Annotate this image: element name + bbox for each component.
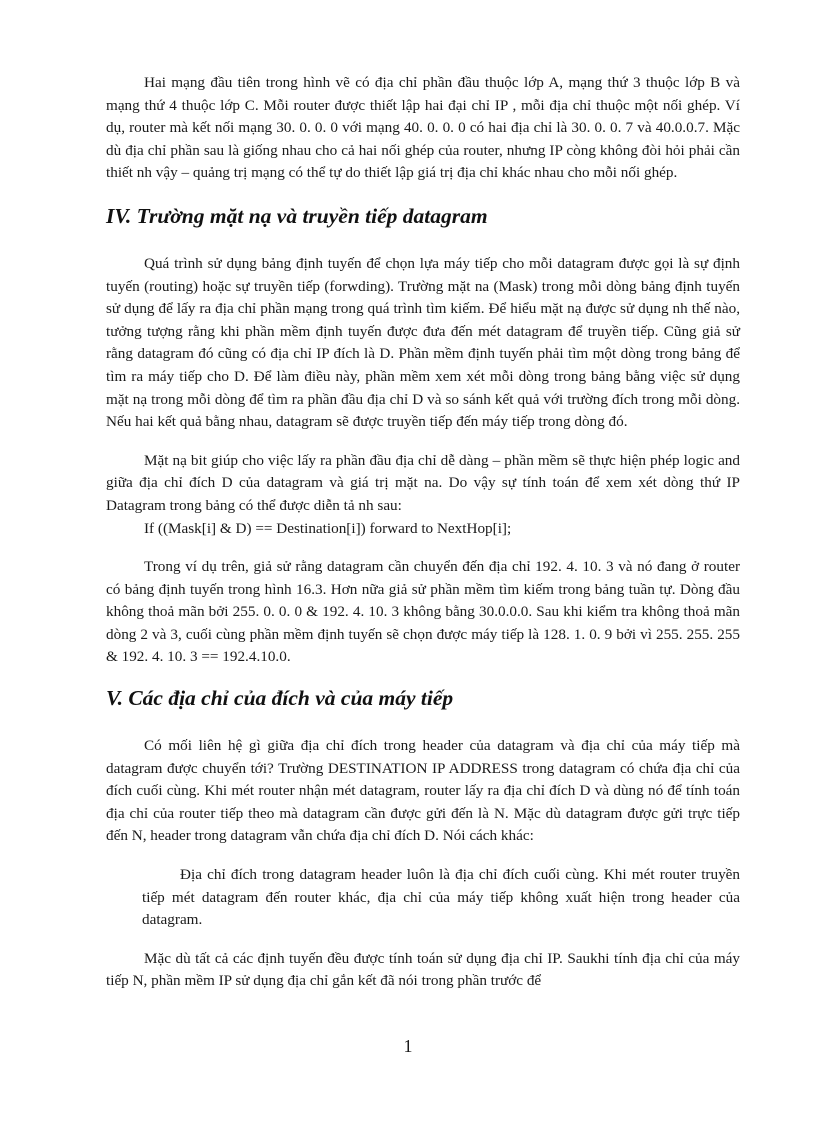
- paragraph-mask-example: Trong ví dụ trên, giả sử rằng datagram cần chuyển đến địa chỉ 192. 4. 10. 3 và nó đang ở router có bảng định tuyến trong hình 16.3. Hơn nữa giả sử phần mềm tìm kiếm trong bảng tuần tự. Dòng đầu không thoả mãn bởi 255. 0. 0. 0 & 192. 4. 10. 3 không bằng 30.0.0.0. Sau khi kiểm tra không thoả mãn dòng 2 và 3, cuối cùng phần mềm định tuyến sẽ chọn được máy tiếp là 128. 1. 0. 9 bởi vì 255. 255. 255 & 192. 4. 10. 3 == 192.4.10.0.: [106, 558, 740, 666]
- paragraph-ip-binding: Mặc dù tất cả các định tuyến đều được tính toán sử dụng địa chỉ IP. Saukhi tính địa chỉ của máy tiếp N, phần mềm IP sử dụng địa chỉ gắn kết đã nói trong phần trước để: [106, 949, 740, 990]
- paragraph-destination-nexthop: Có mối liên hệ gì giữa địa chỉ đích trong header của datagram và địa chỉ của máy tiếp mà datagram được chuyển tới? Trường DESTINATION IP ADDRESS trong datagram có chứa địa chỉ của đích cuối cùng. Khi mét router nhận mét datagram, router lấy ra địa chỉ đích D và dùng nó để tính toán địa chỉ của router tiếp theo mà datagram cần được gửi đến là N. Mặc dù datagram được gửi trực tiếp đến N, header trong datagram vẫn chứa địa chỉ đích D. Nói cách khác:: [106, 737, 740, 845]
- paragraph-intro: Hai mạng đầu tiên trong hình vẽ có địa chỉ phần đầu thuộc lớp A, mạng thứ 3 thuộc lớp B và mạng thứ 4 thuộc lớp C. Mỗi router được thiết lập hai đại chỉ IP , mỗi địa chỉ thuộc một nối ghép. Ví dụ, router mà kết nối mạng 30. 0. 0. 0 với mạng 40. 0. 0. 0 có hai địa chỉ là 30. 0. 0. 7 và 40.0.0.7. Mặc dù địa chỉ phần sau là giống nhau cho cả hai nối ghép của router, nhưng IP còng không đòi hỏi phải cần thiết nh vậy – quảng trị mạng có thể tự do thiết lập giá trị địa chỉ khác nhau cho mỗi nối ghép.: [106, 74, 740, 182]
- document-page: [106, 72, 740, 993]
- quoted-note: Địa chỉ đích trong datagram header luôn là địa chỉ đích cuối cùng. Khi mét router truyền tiếp mét datagram đến router khác, địa chỉ của máy tiếp không xuất hiện trong header của datagram.: [142, 866, 740, 929]
- paragraph-mask-bitwise: Mặt nạ bit giúp cho việc lấy ra phần đầu địa chỉ dễ dàng – phần mềm sẽ thực hiện phép logic and giữa địa chỉ đích D của datagram và giá trị mặt na. Do vậy sự tính toán để xem xét dòng thứ IP Datagram trong bảng có thể được diễn tả nh sau:: [106, 451, 740, 514]
- section-heading-iv: IV. Trường mặt nạ và truyền tiếp datagram: [106, 203, 488, 228]
- page-number: 1: [403, 1036, 413, 1056]
- paragraph-mask-routing: Quá trình sử dụng bảng định tuyến để chọn lựa máy tiếp cho mỗi datagram được gọi là sự định tuyến (routing) hoặc sự truyền tiếp (forwding). Trường mặt na (Mask) trong mỗi dòng bảng định tuyến sử dụng để lấy ra địa chỉ phần mạng trong quá trình tìm kiếm. Để hiểu mặt nạ được sử dụng nh thế nào, tưởng tượng rằng khi phần mềm định tuyến được đưa đến mét datagram để truyền tiếp. Cũng giả sử rằng datagram đó cũng có địa chỉ IP đích là D. Phần mềm định tuyến phải tìm một dòng trong bảng để tìm ra máy tiếp cho D. Để làm điều này, phần mềm xem xét mỗi dòng trong bảng bằng việc sử dụng mặt nạ trong mỗi dòng để tìm ra phần đầu địa chỉ D và so sánh kết quả với trường đích trong mỗi dòng. Nếu hai kết quả bằng nhau, datagram sẽ được truyền tiếp đến máy tiếp trong dòng đó.: [106, 254, 740, 431]
- code-forward-rule: If ((Mask[i] & D) == Destination[i]) forward to NextHop[i];: [144, 519, 512, 537]
- section-heading-v: V. Các địa chỉ của đích và của máy tiếp: [106, 686, 454, 711]
